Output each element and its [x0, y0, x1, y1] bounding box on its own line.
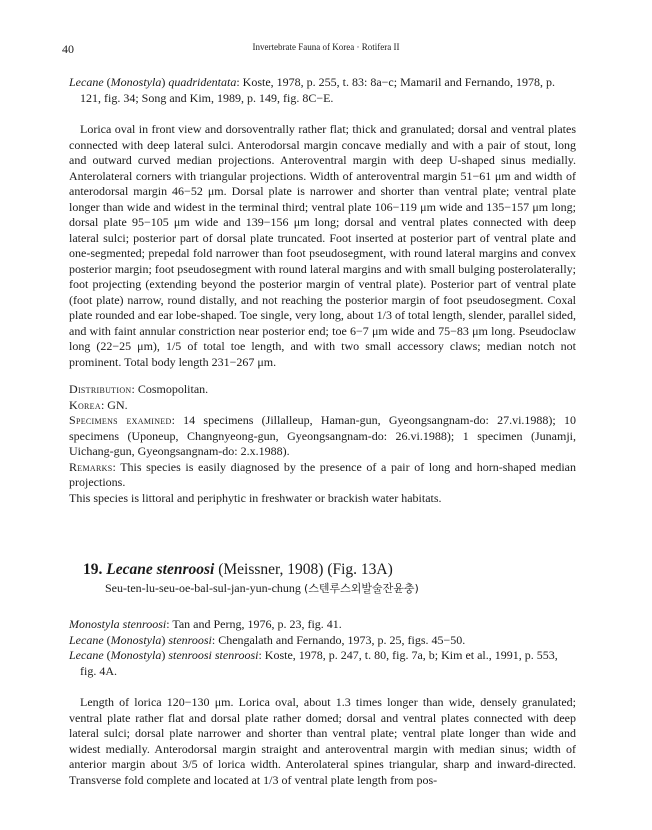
synonym-3: Lecane (Monostyla) stenroosi stenroosi: Koste, 1978, p. 247, t. 80, fig. 7a, b; Kim et al., 1991, p. 553, fig. 4A.: [69, 648, 558, 678]
synonym-3-genus: Lecane: [69, 648, 104, 662]
specimens-line: Specimens examined: 14 specimens (Jillalleup, Haman-gun, Gyeongsangnam-do: 27.vi.1988); 10 specimens (Uponeup, Changnyeong-gun, Gyeongsangnam-do: 26.vi.1988); 1 specimen (Junamji, Uichang-gun, Gyeongsangnam-do: 2.x.1988).: [69, 413, 577, 458]
korea-line: Korea: GN.: [69, 397, 128, 412]
synonym-1-taxon: Monostyla stenroosi: [69, 617, 167, 631]
remarks-label: Remarks: [69, 459, 113, 474]
top-ref-subgenus: Monostyla: [110, 75, 162, 89]
korean-name: (스텐루스외발술잔윤충): [303, 582, 419, 595]
korea-value: GN.: [107, 397, 128, 412]
korean-romanized: Seu-ten-lu-seu-oe-bal-sul-jan-yun-chung: [105, 581, 301, 595]
distribution-value: Cosmopolitan.: [137, 382, 209, 396]
specimens-label: Specimens examined: [69, 413, 172, 427]
description-paragraph-19: Length of lorica 120−130 μm. Lorica oval, about 1.3 times longer than wide, densely granulated; ventral plate rather flat and dorsal plate rather domed; dorsal and ventral plates connected with deep lateral sulci; dorsal plate narrower and shorter than ventral plate; ventral plate longer than wide and widest medially. Anterodorsal margin straight and anteroventral margin with median sinus; width of anterior margin about 3/5 of lorica width. Anterolateral spines triangular, sharp and inward-directed. Transverse fold complete and located at 1/3 of ventral plate length from pos-: [69, 695, 576, 787]
synonym-2-species: stenroosi: [168, 632, 212, 647]
synonym-2-citation: : Chengalath and Fernando, 1973, p. 25, figs. 45−50.: [211, 632, 466, 647]
species-figure-ref: (Fig. 13A): [327, 561, 393, 578]
remarks-extra: This species is littoral and periphytic in freshwater or brackish water habitats.: [69, 490, 442, 505]
top-ref-citation: : Koste, 1978, p. 255, t. 83: 8a−c; Mamaril and Fernando, 1978, p. 121, fig. 34; Song and Kim, 1989, p. 149, fig. 8C−E.: [80, 75, 556, 105]
synonym-3-citation: : Koste, 1978, p. 247, t. 80, fig. 7a, b; Kim et al., 1991, p. 553, fig. 4A.: [80, 648, 558, 678]
remarks-line: Remarks: This species is easily diagnosed by the presence of a pair of long and horn-shaped median projections.: [69, 459, 576, 489]
species-author: (Meissner, 1908): [218, 561, 324, 578]
species-number: 19.: [83, 561, 103, 578]
synonym-2-genus: Lecane: [69, 632, 104, 647]
top-ref-species: quadridentata: [168, 75, 237, 89]
remarks-value: This species is easily diagnosed by the presence of a pair of long and horn-shaped median projections.: [69, 459, 576, 489]
korea-label: Korea: [69, 397, 101, 412]
synonym-2-subgenus: Monostyla: [110, 632, 162, 647]
description-paragraph: Lorica oval in front view and dorsoventrally rather flat; thick and granulated; dorsal and ventral plates connected with deep lateral sulci. Anterodorsal margin concave medially and with a pair of stout, long and outward curved median projections. Anteroventral margin with deep U-shaped sinus medially. Anterolateral corners with triangular projections. Width of anteroventral margin 51−61 μm and width of anterodorsal margin 46−52 μm. Dorsal plate is narrower and shorter than ventral plate; ventral plate longer than wide and widest in the terminal third; ventral plate 106−119 μm wide and 135−157 μm long; dorsal plate 95−105 μm wide and 139−156 μm long; dorsal and ventral plates connected with deep lateral sulci; posterior part of dorsal plate truncated. Foot inserted at posterior part of ventral plate and one-segmented; prepedal fold narrower than foot pseudosegment, with round lateral margins and convex posterior margin; foot pseudosegment with round lateral margins and with small bulging posterolaterally; foot projecting (extending beyond the posterior margin of ventral plate). Posterior part of ventral plate (foot plate) narrow, round distally, and not reaching the posterior margin of foot pseudosegment. Coxal plate rounded and ear lobe-shaped. Toe single, very long, about 1/3 of total length, slender, parallel sided, and with faint annular constriction near posterior end; toe 6−7 μm wide and 75−83 μm long. Pseudoclaw long (22−25 μm), 1/5 of total toe length, and with two small accessory claws; median notch not prominent. Total body length 231−267 μm.: [69, 122, 576, 369]
top-reference: Lecane (Monostyla) quadridentata: Koste, 1978, p. 255, t. 83: 8a−c; Mamaril and Fernando, 1978, p. 121, fig. 34; Song and Kim, 1989, p. 149, fig. 8C−E.: [69, 75, 556, 105]
synonym-1-citation: : Tan and Perng, 1976, p. 23, fig. 41.: [166, 617, 342, 631]
page-number: 40: [62, 42, 74, 56]
distribution-line: Distribution: Cosmopolitan.: [69, 382, 209, 396]
species-korean-line: [105, 580, 576, 597]
distribution-label: Distribution: [69, 382, 132, 396]
synonym-3-subgenus: Monostyla: [110, 648, 162, 662]
synonym-2: Lecane (Monostyla) stenroosi: Chengalath and Fernando, 1973, p. 25, figs. 45−50.: [69, 632, 466, 647]
specimens-value: 14 specimens (Jillalleup, Haman-gun, Gyeongsangnam-do: 27.vi.1988); 10 specimens (Uponeup, Changnyeong-gun, Gyeongsangnam-do: 26.vi.1988); 1 specimen (Junamji, Uichang-gun, Gyeongsangnam-do: 2.x.1988).: [69, 413, 577, 458]
synonym-1: [69, 617, 576, 633]
species-name: Lecane stenroosi: [106, 561, 215, 578]
top-ref-genus: Lecane: [69, 75, 104, 89]
page-content: [69, 75, 576, 788]
synonym-3-species: stenroosi stenroosi: [168, 648, 259, 662]
running-head: Invertebrate Fauna of Korea · Rotifera II: [252, 42, 400, 52]
species-heading: [83, 560, 576, 580]
